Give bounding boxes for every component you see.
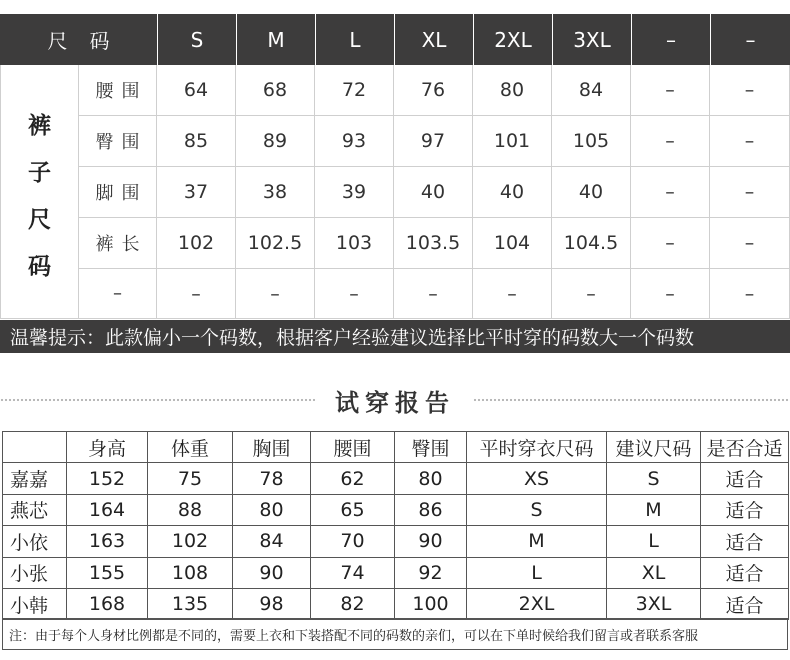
measure-label: 脚围 [79, 167, 157, 217]
tester-name: 小依 [3, 526, 67, 557]
size-cell: – [236, 269, 315, 318]
measure-label: 臀围 [79, 116, 157, 166]
size-header-label: 尺码 [0, 14, 158, 65]
report-header-cell [3, 432, 67, 463]
size-cell: 102 [157, 218, 236, 268]
table-cell: 152 [67, 463, 148, 494]
size-cell: 104 [473, 218, 552, 268]
size-cell: 64 [157, 65, 236, 115]
size-cell: – [710, 218, 790, 268]
report-header-cell: 身高 [67, 432, 148, 463]
size-cell: 101 [473, 116, 552, 166]
size-cell: 68 [236, 65, 315, 115]
table-cell: 82 [311, 588, 395, 619]
size-chart-body [0, 65, 790, 319]
table-cell: 163 [67, 526, 148, 557]
size-cell: – [394, 269, 473, 318]
table-cell: 86 [395, 494, 467, 525]
size-cell: 80 [473, 65, 552, 115]
size-column-header: XL [395, 14, 474, 65]
size-cell: 105 [552, 116, 631, 166]
table-cell: 适合 [701, 557, 789, 588]
table-cell: 75 [148, 463, 233, 494]
tester-name: 小韩 [3, 588, 67, 619]
table-cell: 3XL [607, 588, 701, 619]
table-cell: S [467, 494, 607, 525]
size-chart-header [0, 14, 790, 65]
table-cell: XS [467, 463, 607, 494]
pants-size-chart [0, 14, 790, 319]
size-cell: 76 [394, 65, 473, 115]
report-header-cell: 是否合适 [701, 432, 789, 463]
table-cell: 62 [311, 463, 395, 494]
try-on-report-table [2, 431, 789, 620]
report-header-cell: 平时穿衣尺码 [467, 432, 607, 463]
table-cell: 90 [233, 557, 311, 588]
size-cell: 38 [236, 167, 315, 217]
size-cell: – [710, 116, 790, 166]
table-cell: 84 [233, 526, 311, 557]
table-cell: 适合 [701, 526, 789, 557]
size-cell: 102.5 [236, 218, 315, 268]
report-title: 试穿报告 [335, 387, 455, 417]
report-header-cell: 体重 [148, 432, 233, 463]
tester-name: 小张 [3, 557, 67, 588]
report-header-row [3, 432, 789, 463]
table-cell: 适合 [701, 463, 789, 494]
measure-label: 裤长 [79, 218, 157, 268]
report-header-cell: 胸围 [233, 432, 311, 463]
table-row [3, 526, 789, 557]
report-footnote: 注：由于每个人身材比例都是不同的，需要上衣和下装搭配不同的码数的亲们，可以在下单时候给我们留言或者联系客服 [2, 618, 788, 650]
size-cell: – [710, 65, 790, 115]
size-column-header: S [158, 14, 237, 65]
table-cell: 88 [148, 494, 233, 525]
size-cell: 93 [315, 116, 394, 166]
size-cell: 104.5 [552, 218, 631, 268]
table-cell: 92 [395, 557, 467, 588]
size-column-header: – [632, 14, 711, 65]
side-label-char: 尺 [28, 207, 51, 233]
table-cell: 65 [311, 494, 395, 525]
size-cell: – [157, 269, 236, 318]
table-cell: 108 [148, 557, 233, 588]
size-row-waist [79, 65, 790, 116]
size-cell: – [710, 269, 790, 318]
pants-size-side-label [1, 65, 79, 319]
table-cell: 168 [67, 588, 148, 619]
side-label-char: 码 [28, 254, 51, 280]
size-chart-rows [79, 65, 790, 319]
size-cell: 40 [473, 167, 552, 217]
table-cell: 98 [233, 588, 311, 619]
measure-label: – [79, 269, 157, 318]
table-cell: XL [607, 557, 701, 588]
report-header-cell: 建议尺码 [607, 432, 701, 463]
size-cell: 97 [394, 116, 473, 166]
table-cell: 74 [311, 557, 395, 588]
size-cell: – [631, 218, 710, 268]
size-cell: 37 [157, 167, 236, 217]
table-cell: S [607, 463, 701, 494]
size-cell: – [631, 65, 710, 115]
table-cell: M [467, 526, 607, 557]
size-cell: – [473, 269, 552, 318]
size-cell: – [631, 167, 710, 217]
table-cell: 80 [395, 463, 467, 494]
measure-label: 腰围 [79, 65, 157, 115]
size-column-header: – [745, 27, 756, 52]
size-column-header: 3XL [553, 14, 632, 65]
size-column-header: M [237, 14, 316, 65]
dotted-divider-right [473, 398, 790, 402]
size-cell: 39 [315, 167, 394, 217]
table-cell: 102 [148, 526, 233, 557]
table-cell: 100 [395, 588, 467, 619]
size-cell: 40 [394, 167, 473, 217]
size-row-hip [79, 116, 790, 167]
table-row [3, 588, 789, 619]
table-cell: 164 [67, 494, 148, 525]
size-cell: 103.5 [394, 218, 473, 268]
table-cell: M [607, 494, 701, 525]
tester-name: 燕芯 [3, 494, 67, 525]
table-cell: 78 [233, 463, 311, 494]
table-cell: 适合 [701, 588, 789, 619]
table-cell: 80 [233, 494, 311, 525]
size-cell: – [631, 269, 710, 318]
size-cell: 84 [552, 65, 631, 115]
size-row-empty [79, 269, 790, 319]
report-header-cell: 腰围 [311, 432, 395, 463]
size-cell: – [552, 269, 631, 318]
table-cell: L [607, 526, 701, 557]
table-cell: 适合 [701, 494, 789, 525]
dotted-divider-left [0, 398, 317, 402]
table-cell: 70 [311, 526, 395, 557]
side-label-char: 裤 [28, 113, 51, 139]
table-cell: 90 [395, 526, 467, 557]
side-label-char: 子 [28, 160, 51, 186]
size-cell: – [315, 269, 394, 318]
tester-name: 嘉嘉 [3, 463, 67, 494]
table-cell: 155 [67, 557, 148, 588]
size-row-leg-opening [79, 167, 790, 218]
report-header-cell: 臀围 [395, 432, 467, 463]
table-row [3, 557, 789, 588]
size-cell: 85 [157, 116, 236, 166]
table-row [3, 494, 789, 525]
table-cell: 135 [148, 588, 233, 619]
table-row [3, 463, 789, 494]
size-column-header: 2XL [474, 14, 553, 65]
size-cell: 40 [552, 167, 631, 217]
size-cell: 72 [315, 65, 394, 115]
report-title-row [0, 383, 790, 417]
size-column-header: L [316, 14, 395, 65]
size-row-length [79, 218, 790, 269]
sizing-tip-banner: 温馨提示：此款偏小一个码数，根据客户经验建议选择比平时穿的码数大一个码数 [0, 320, 790, 353]
size-cell: – [710, 167, 790, 217]
size-cell: – [631, 116, 710, 166]
table-cell: L [467, 557, 607, 588]
size-cell: 89 [236, 116, 315, 166]
table-cell: 2XL [467, 588, 607, 619]
size-cell: 103 [315, 218, 394, 268]
